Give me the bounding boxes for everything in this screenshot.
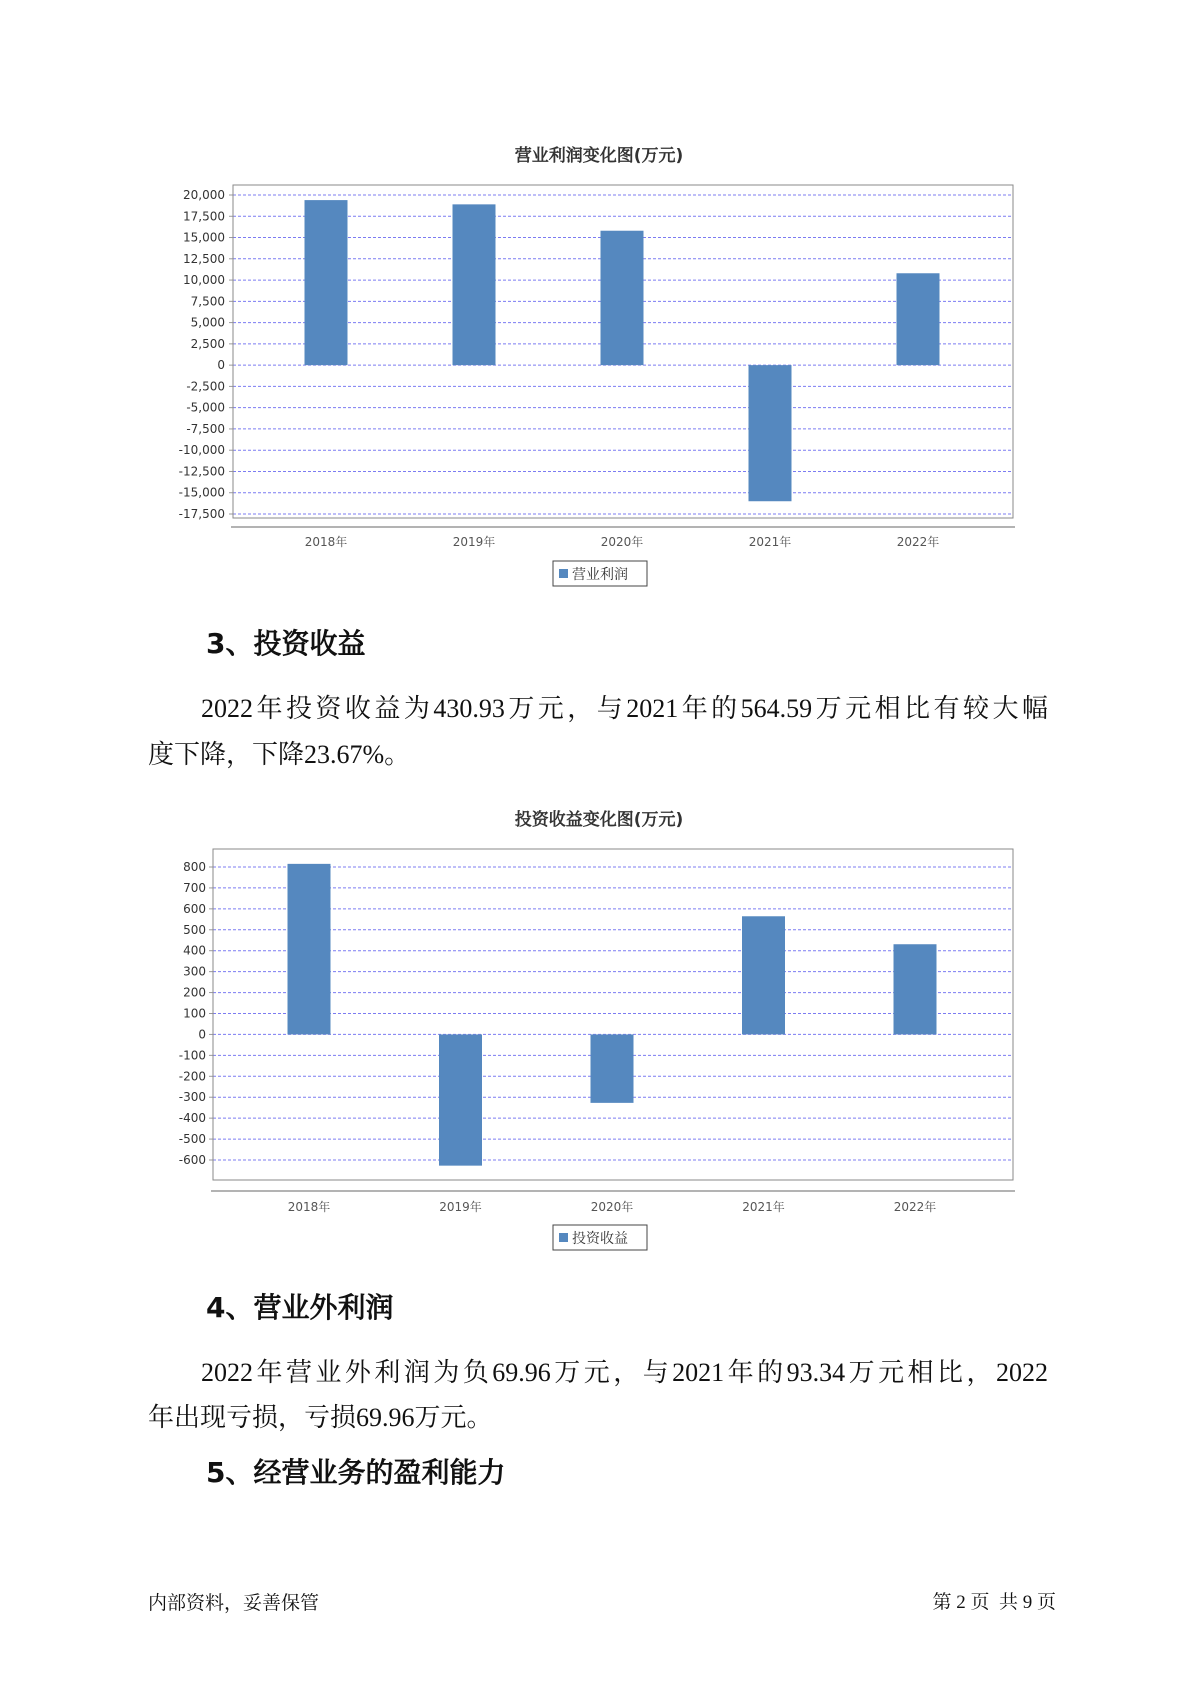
y-tick-label: -12,500 <box>178 464 225 479</box>
x-tick-label: 2021年 <box>742 1200 785 1214</box>
y-tick-label: 700 <box>183 880 206 895</box>
y-tick-label: 5,000 <box>190 315 225 330</box>
y-tick-label: 500 <box>183 922 206 937</box>
bar-2019年 <box>439 1034 482 1165</box>
section-heading-non-operating-profit: 4、营业外利润 <box>206 1291 394 1324</box>
chart-legend <box>553 561 647 586</box>
x-tick-label: 2018年 <box>304 535 348 549</box>
bar-2022年 <box>897 273 940 365</box>
x-tick-label: 2020年 <box>590 1200 634 1214</box>
paragraph-line: 2022年投资收益为430.93万元，与2021年的564.59万元相比有较大幅 <box>201 694 1048 723</box>
y-tick-label: 0 <box>217 358 225 373</box>
y-tick-label: 0 <box>198 1027 206 1042</box>
y-tick-label: 300 <box>183 964 206 979</box>
chart-axes <box>179 185 1015 549</box>
y-tick-label: 17,500 <box>183 209 225 224</box>
x-tick-label: 2022年 <box>893 1200 937 1214</box>
chart-grid <box>213 867 1013 1160</box>
y-tick-label: 800 <box>183 860 206 874</box>
y-tick-label: -500 <box>178 1132 206 1147</box>
legend-label: 营业利润 <box>572 567 628 583</box>
paragraph-line: 年出现亏损，亏损69.96万元。 <box>148 1403 493 1432</box>
y-tick-label: -300 <box>178 1090 206 1105</box>
y-tick-label: -400 <box>178 1111 206 1126</box>
y-tick-label: -5,000 <box>186 400 225 415</box>
y-tick-label: -17,500 <box>178 507 225 521</box>
y-tick-label: -200 <box>178 1069 206 1084</box>
y-tick-label: -2,500 <box>186 379 225 394</box>
bar-2018年 <box>288 864 331 1035</box>
y-tick-label: 200 <box>183 985 206 1000</box>
footer-page-number: 第 2 页 共 9 页 <box>932 1592 1056 1613</box>
y-tick-label: -10,000 <box>178 443 225 458</box>
y-tick-label: 20,000 <box>183 188 225 202</box>
x-tick-label: 2020年 <box>600 535 644 549</box>
y-tick-label: -15,000 <box>178 485 225 500</box>
y-tick-label: -7,500 <box>186 421 225 436</box>
bar-2019年 <box>453 204 496 365</box>
plot-border <box>213 849 1013 1180</box>
bar-2020年 <box>591 1034 634 1102</box>
x-tick-label: 2022年 <box>896 535 940 549</box>
bar-2020年 <box>601 231 644 365</box>
y-tick-label: -100 <box>178 1048 206 1063</box>
y-tick-label: 15,000 <box>183 230 225 245</box>
bar-2021年 <box>742 916 785 1034</box>
investment-income-chart <box>0 795 1191 1265</box>
bar-2022年 <box>894 944 937 1034</box>
y-tick-label: 400 <box>183 943 206 958</box>
chart-title: 营业利润变化图(万元) <box>514 146 684 166</box>
y-tick-label: 100 <box>183 1006 206 1021</box>
y-tick-label: 12,500 <box>183 251 225 266</box>
y-tick-label: 2,500 <box>190 336 225 351</box>
section-heading-profitability: 5、经营业务的盈利能力 <box>206 1456 506 1489</box>
bar-2018年 <box>305 200 348 365</box>
legend-label: 投资收益 <box>572 1231 628 1247</box>
y-tick-label: 10,000 <box>183 273 225 288</box>
paragraph-line: 度下降，下降23.67%。 <box>148 740 411 769</box>
chart-title: 投资收益变化图(万元) <box>514 810 684 830</box>
x-tick-label: 2019年 <box>452 535 496 549</box>
footer-confidential-note: 内部资料，妥善保管 <box>148 1592 320 1614</box>
y-tick-label: 7,500 <box>190 294 225 309</box>
y-tick-label: 600 <box>183 901 206 916</box>
x-tick-label: 2018年 <box>287 1200 331 1214</box>
paragraph-line: 2022年营业外利润为负69.96万元，与2021年的93.34万元相比，2022 <box>201 1358 1048 1387</box>
bar-2021年 <box>749 365 792 501</box>
legend-swatch <box>559 1233 568 1242</box>
x-tick-label: 2021年 <box>748 535 792 549</box>
operating-profit-chart <box>0 130 1191 600</box>
x-tick-label: 2019年 <box>439 1200 482 1214</box>
legend-swatch <box>559 569 568 578</box>
chart-bars <box>305 200 940 501</box>
section-heading-investment-income: 3、投资收益 <box>206 627 366 660</box>
chart-legend <box>553 1225 647 1250</box>
y-tick-label: -600 <box>178 1153 206 1167</box>
